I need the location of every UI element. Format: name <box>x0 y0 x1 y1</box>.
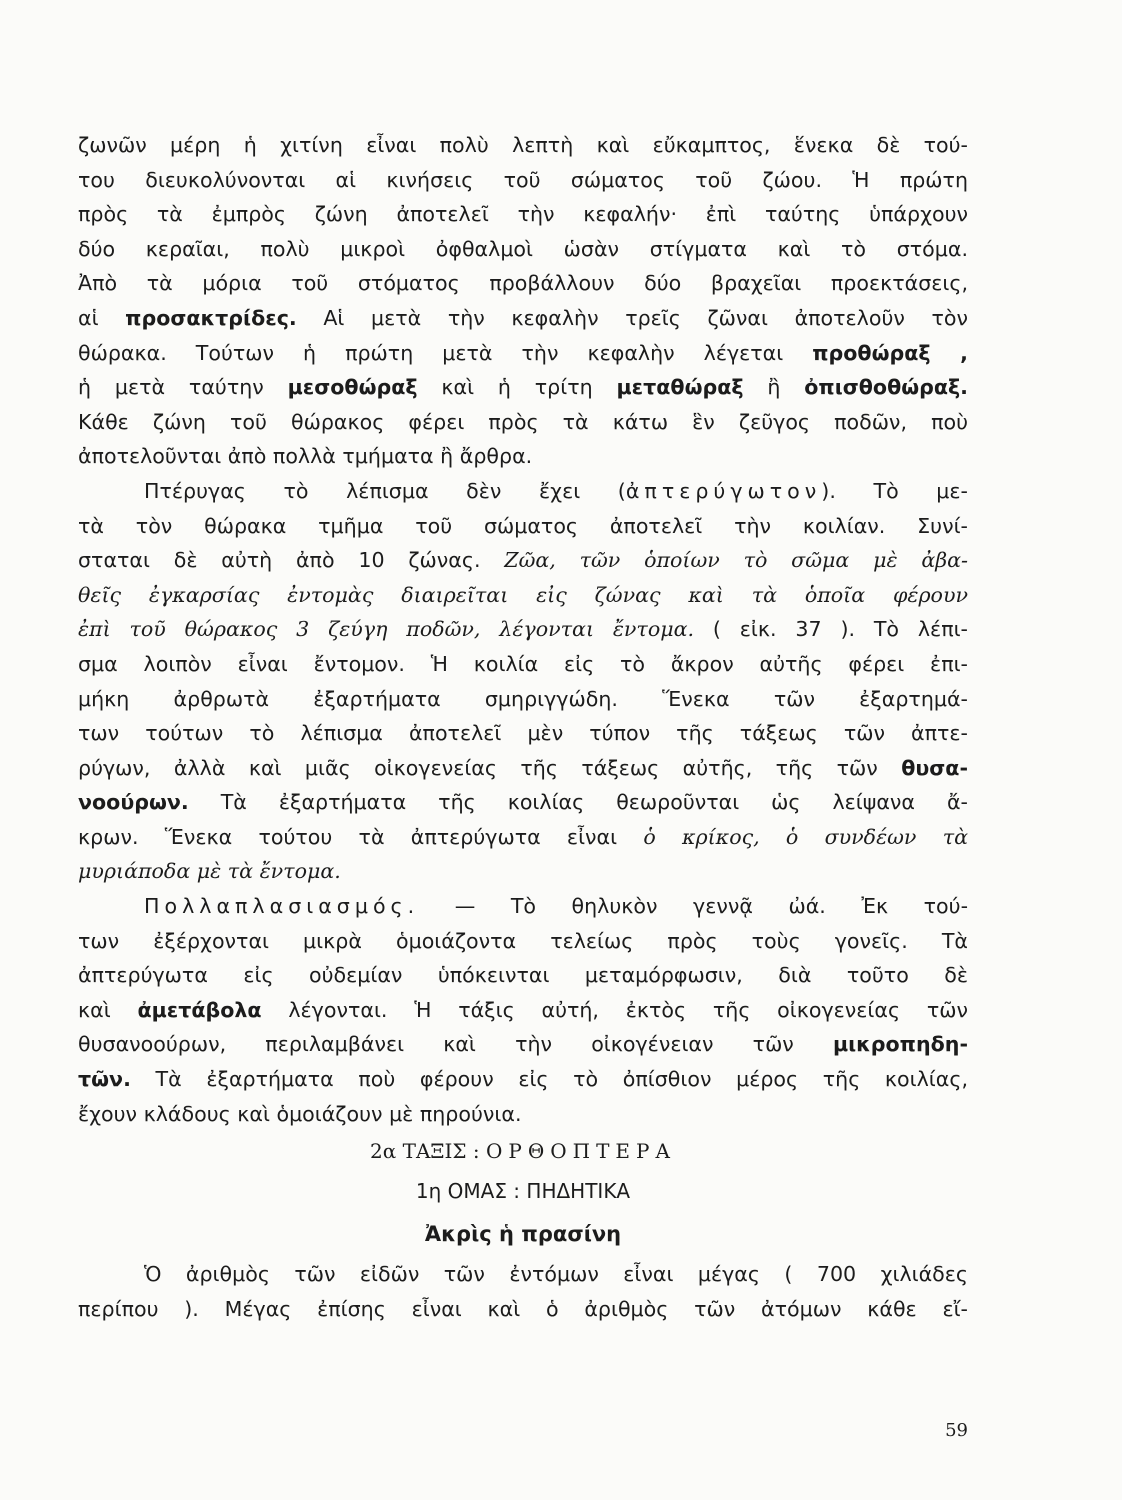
text-line: περίπου ). Μέγας ἐπίσης εἶναι καὶ ὁ ἀριθμὸς τῶν ἀτόμων κάθε εἴ- <box>78 1296 968 1321</box>
text-line: Ὁ ἀριθμὸς τῶν εἰδῶν τῶν ἐντόμων εἶναι μέγας ( 700 χιλιάδες <box>144 1262 968 1287</box>
text-line: μήκη ἀρθρωτὰ ἐξαρτήματα σμηριγγώδη. Ἕνεκα τῶν ἐξαρτημά- <box>78 686 968 711</box>
text-line: Ἀπὸ τὰ μόρια τοῦ στόματος προβάλλουν δύο βραχεῖαι προεκτάσεις, <box>78 271 968 296</box>
text-line: σμα λοιπὸν εἶναι ἔντομον. Ἡ κοιλία εἰς τὸ ἄκρον αὐτῆς φέρει ἐπι- <box>78 651 968 676</box>
term-bold: ὀπισθοθώραξ. <box>804 375 968 400</box>
italic-definition: ἐπὶ τοῦ θώρακος 3 ζεύγη ποδῶν, λέγονται ἔντομα. <box>78 617 695 642</box>
italic-definition: Ζῶα, τῶν ὁποίων τὸ σῶμα μὲ ἀβα- <box>504 548 968 573</box>
text-line: κρων. Ἕνεκα τούτου τὰ ἀπτερύγωτα εἶναι ὁ κρίκος, ὁ συνδέων τὰ <box>78 824 968 849</box>
term-bold: μικροπηδη- <box>832 1032 968 1057</box>
text-line: ζωνῶν μέρη ἡ χιτίνη εἶναι πολὺ λεπτὴ καὶ εὔκαμπτος, ἕνεκα δὲ τού- <box>78 133 968 157</box>
text-line: ἡ μετὰ ταύτην μεσοθώραξ καὶ ἡ τρίτη μεταθώραξ ἢ ὀπισθοθώραξ. <box>78 375 968 400</box>
text-line: ρύγων, ἀλλὰ καὶ μιᾶς οἰκογενείας τῆς τάξεως αὐτῆς, τῆς τῶν θυσα- <box>78 755 968 780</box>
text-line: θώρακα. Τούτων ἡ πρώτη μετὰ τὴν κεφαλὴν λέγεται προθώραξ , <box>78 340 968 365</box>
italic-definition: θεῖς ἐγκαρσίας ἐντομὰς διαιρεῖται εἰς ζώνας καὶ τὰ ὁποῖα φέρουν <box>78 582 968 607</box>
text-line: θυσανοούρων, περιλαμβάνει καὶ τὴν οἰκογένειαν τῶν μικροπηδη- <box>78 1032 968 1057</box>
text-line: δύο κεραῖαι, πολὺ μικροὶ ὀφθαλμοὶ ὡσὰν στίγματα καὶ τὸ στόμα. <box>78 236 968 261</box>
spaced-term: ἀπτερύγωτον <box>625 478 822 503</box>
italic-phrase: μυριάποδα μὲ τὰ ἔντομα. <box>78 859 341 884</box>
text-line: των τούτων τὸ λέπισμα ἀποτελεῖ μὲν τύπον τῆς τάξεως τῶν ἀπτε- <box>78 721 968 746</box>
text-line: Πτέρυγας τὸ λέπισμα δὲν ἔχει (ἀπτερύγωτον). Τὸ με- <box>144 478 968 503</box>
term-bold: μεταθώραξ <box>616 375 744 400</box>
page-text <box>78 128 968 1326</box>
text-line: τῶν. Τὰ ἐξαρτήματα ποὺ φέρουν εἰς τὸ ὀπίσθιον μέρος τῆς κοιλίας, <box>78 1067 968 1092</box>
text-line: ἐπὶ τοῦ θώρακος 3 ζεύγη ποδῶν, λέγονται ἔντομα. ( εἰκ. 37 ). Τὸ λέπι- <box>78 617 968 642</box>
text-line: καὶ ἀμετάβολα λέγονται. Ἡ τάξις αὐτή, ἐκτὸς τῆς οἰκογενείας τῶν <box>78 997 968 1022</box>
order-heading: 2α ΤΑΞΙΣ : ΟΡΘΟΠΤΕΡΑ <box>370 1139 676 1164</box>
term-bold: νοούρων. <box>78 790 189 815</box>
italic-phrase: ὁ κρίκος, ὁ συνδέων τὰ <box>643 824 968 849</box>
text-line: Κάθε ζώνη τοῦ θώρακος φέρει πρὸς τὰ κάτω ἓν ζεῦγος ποδῶν, ποὺ <box>78 409 968 434</box>
term-bold: μεσοθώραξ <box>287 375 418 400</box>
group-heading: 1η ΟΜΑΣ : ΠΗΔΗΤΙΚΑ <box>415 1179 631 1204</box>
spaced-term: Πολλαπλασιασμός. <box>144 894 420 919</box>
term-bold: τῶν. <box>78 1067 131 1092</box>
text-line: Πολλαπλασιασμός. — Τὸ θηλυκὸν γεννᾷ ὠά. Ἐκ τού- <box>144 894 968 919</box>
page-number: 59 <box>945 1420 968 1441</box>
text-line: πρὸς τὰ ἐμπρὸς ζώνη ἀποτελεῖ τὴν κεφαλήν· ἐπὶ ταύτης ὑπάρχουν <box>78 202 968 227</box>
text-line: σταται δὲ αὐτὴ ἀπὸ 10 ζώνας. Ζῶα, τῶν ὁποίων τὸ σῶμα μὲ ἀβα- <box>78 548 968 573</box>
term-bold: ἀμετάβολα <box>137 997 262 1022</box>
term-bold: προσακτρίδες. <box>125 305 297 330</box>
text-line: ἀπτερύγωτα εἰς οὐδεμίαν ὑπόκεινται μεταμόρφωσιν, διὰ τοῦτο δὲ <box>78 963 968 988</box>
text-line: αἱ προσακτρίδες. Αἱ μετὰ τὴν κεφαλὴν τρεῖς ζῶναι ἀποτελοῦν τὸν <box>78 305 968 330</box>
text-line <box>78 578 968 613</box>
species-heading: Ἀκρὶς ἡ πρασίνη <box>424 1222 622 1247</box>
text-line: των ἐξέρχονται μικρὰ ὁμοιάζοντα τελείως πρὸς τοὺς γονεῖς. Τὰ <box>78 928 968 953</box>
text-line: τὰ τὸν θώρακα τμῆμα τοῦ σώματος ἀποτελεῖ τὴν κοιλίαν. Συνί- <box>78 513 968 538</box>
text-line <box>78 854 968 889</box>
text-line: του διευκολύνονται αἱ κινήσεις τοῦ σώματος τοῦ ζώου. Ἡ πρώτη <box>78 167 968 192</box>
term-bold: προθώραξ , <box>812 340 968 365</box>
text-line: ἔχουν κλάδους καὶ ὁμοιάζουν μὲ πηρούνια. <box>78 1101 522 1126</box>
text-line: ἀποτελοῦνται ἀπὸ πολλὰ τμήματα ἢ ἄρθρα. <box>78 444 533 469</box>
text-line: νοούρων. Τὰ ἐξαρτήματα τῆς κοιλίας θεωροῦνται ὡς λείψανα ἄ- <box>78 790 968 815</box>
term-bold: θυσα- <box>901 755 968 780</box>
